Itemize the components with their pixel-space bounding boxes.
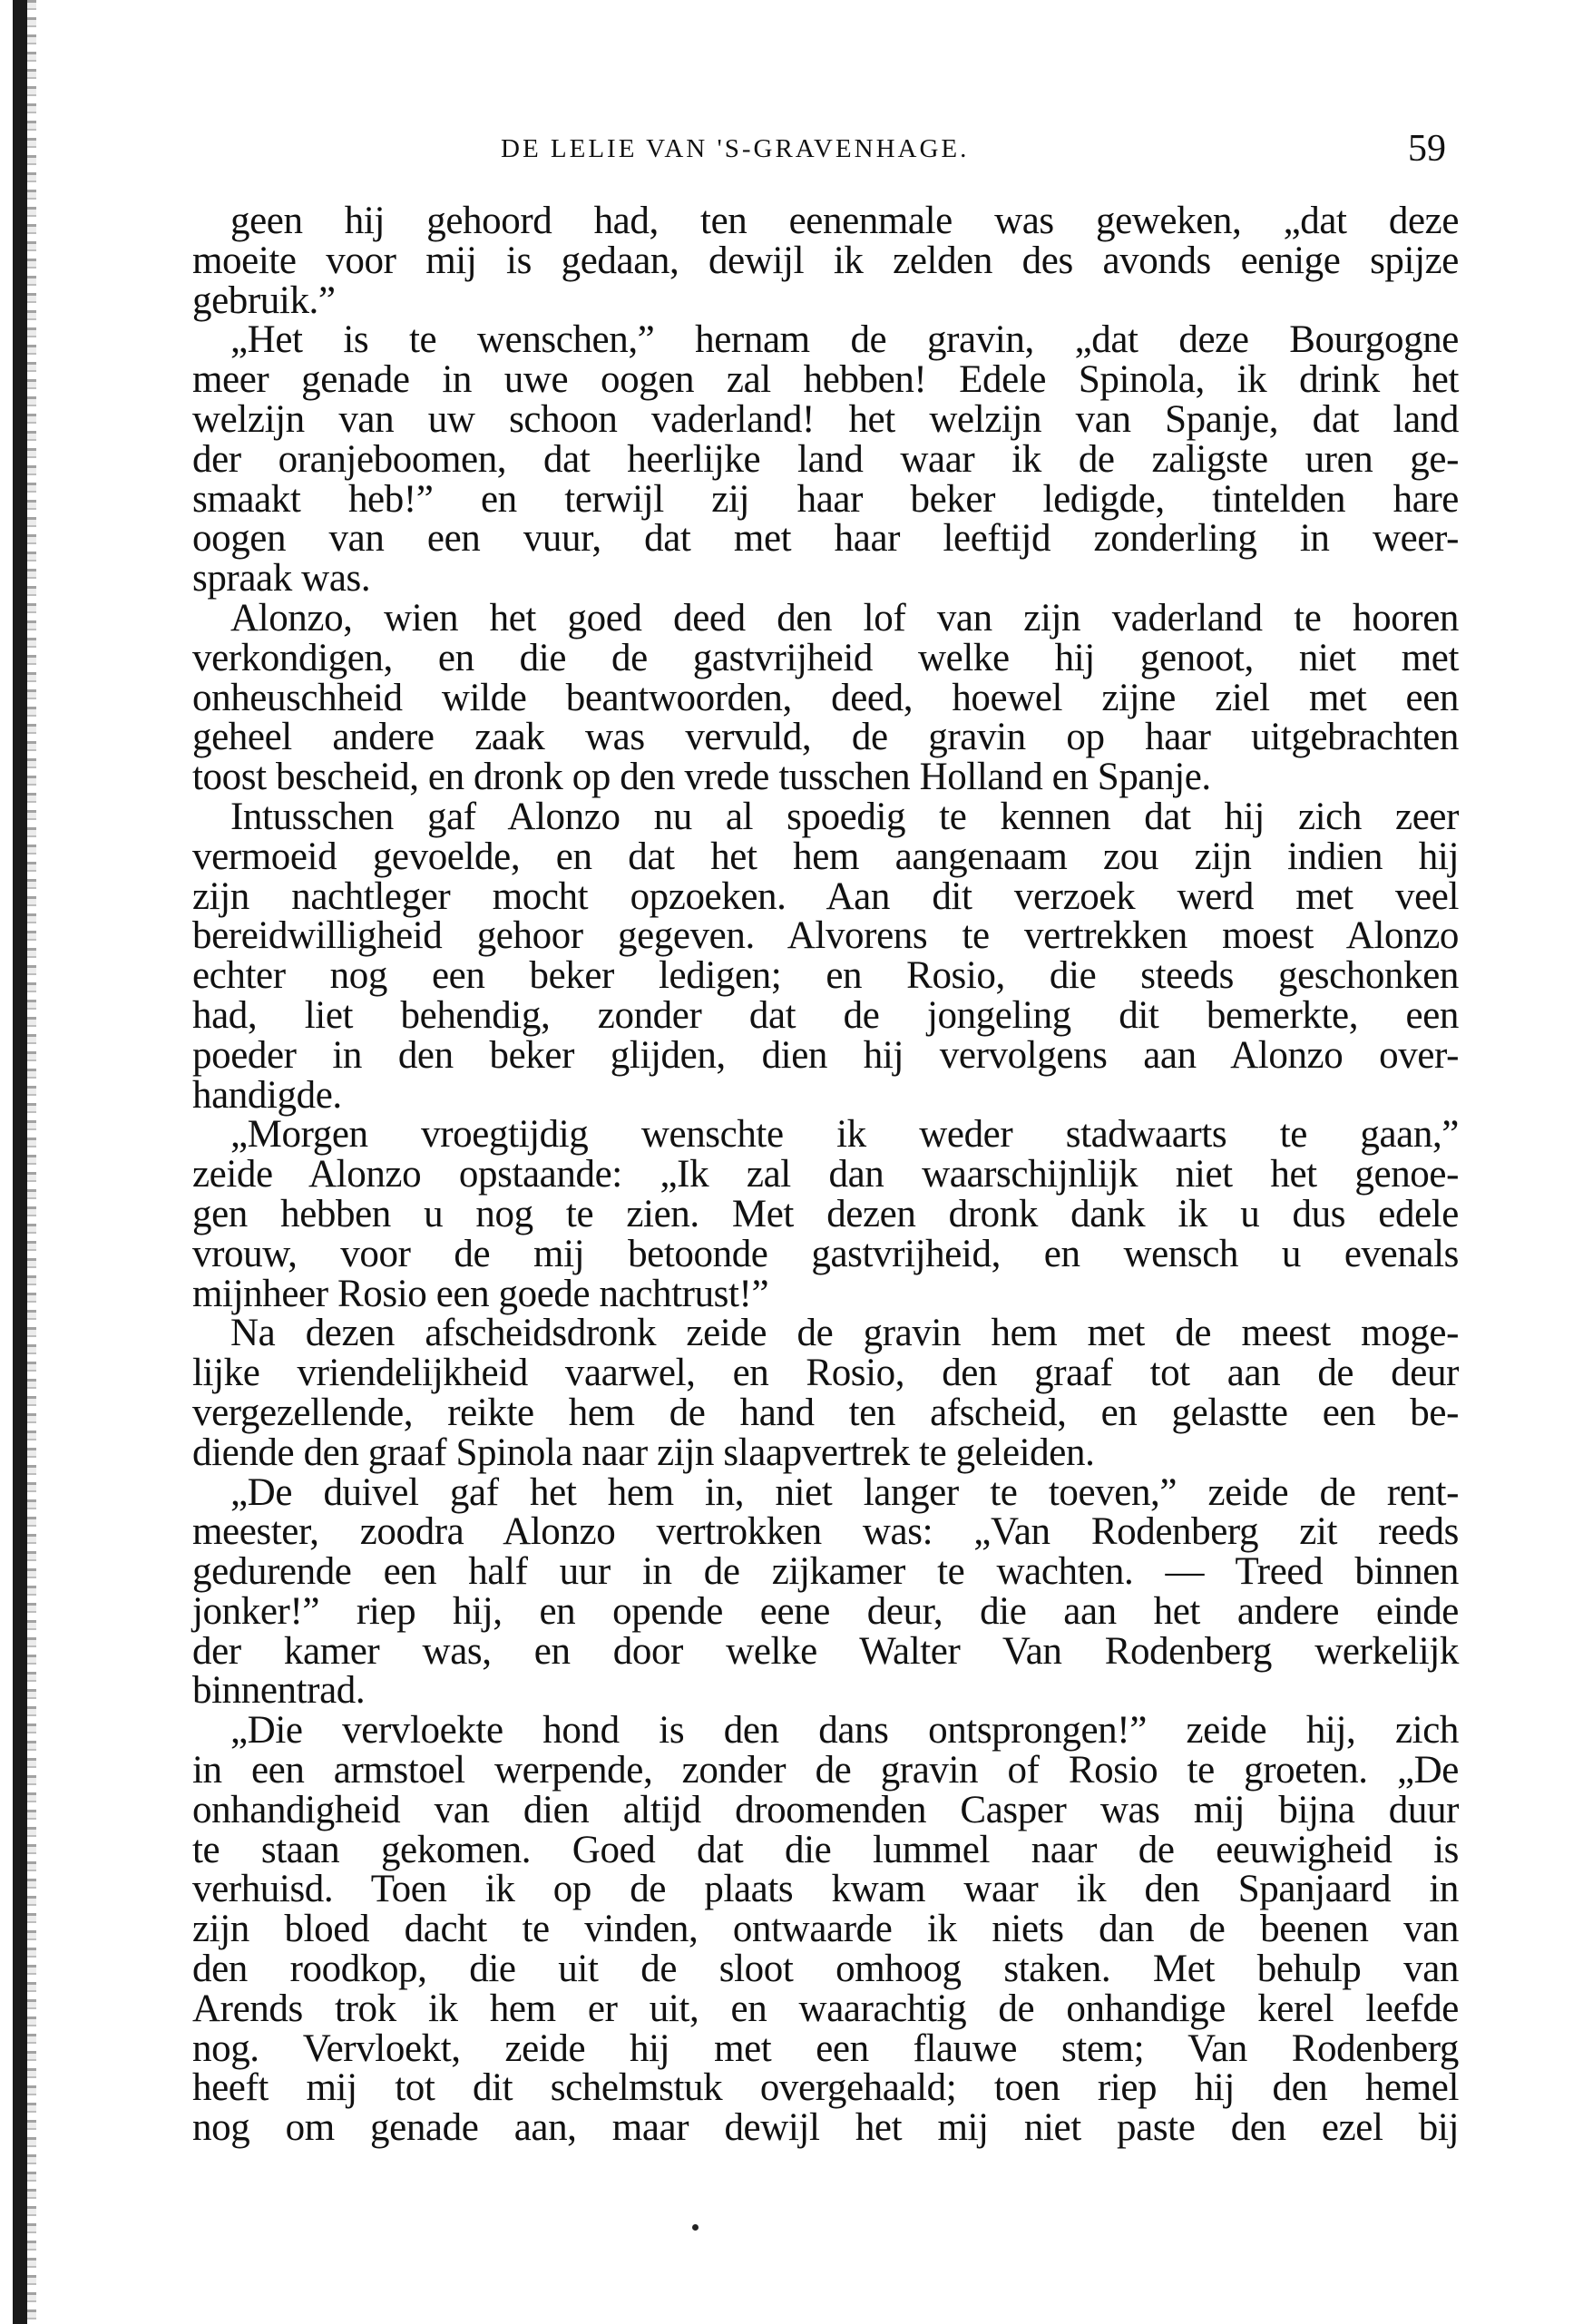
paragraph — [192, 596, 1459, 799]
text-line: der kamer was, en door welke Walter Van Rodenberg werkelijk — [192, 1629, 1459, 1673]
text-line: zijn nachtleger mocht opzoeken. Aan dit verzoek werd met veel — [192, 874, 1459, 918]
text-line: Na dezen afscheidsdronk zeide de gravin hem met de meest moge- — [230, 1312, 1459, 1355]
text-line: Arends trok ik hem er uit, en waarachtig de onhandige kerel leefde — [192, 1987, 1459, 2030]
text-line: nog om genade aan, maar dewijl het mij niet paste den ezel bij — [192, 2106, 1459, 2150]
paragraph — [192, 1115, 1459, 1313]
text-line: spraak was. — [192, 557, 371, 601]
running-title: DE LELIE VAN 'S-GRAVENHAGE. — [501, 134, 970, 163]
text-line: gebruik.” — [192, 278, 336, 322]
text-line: meester, zoodra Alonzo vertrokken was: „Van Rodenberg zit reeds — [192, 1510, 1459, 1554]
text-line: zeide Alonzo opstaande: „Ik zal dan waarschijnlijk niet het genoe- — [192, 1153, 1459, 1196]
text-line: gedurende een half uur in de zijkamer te wachten. — Treed binnen — [192, 1550, 1459, 1594]
text-line: onheuschheid wilde beantwoorden, deed, hoewel zijne ziel met een — [192, 676, 1459, 719]
text-line: lijke vriendelijkheid vaarwel, en Rosio, den graaf tot aan de deur — [192, 1352, 1459, 1395]
text-line: geen hij gehoord had, ten eenenmale was geweken, „dat deze — [230, 200, 1459, 242]
text-line: welzijn van uw schoon vaderland! het welzijn van Spanje, dat land — [192, 397, 1459, 441]
text-line: den roodkop, die uit de sloot omhoog staken. Met behulp van — [192, 1948, 1459, 1991]
text-line: vrouw, voor de mij betoonde gastvrijheid, en wensch u evenals — [192, 1232, 1459, 1275]
text-line: toost bescheid, en dronk op den vrede tusschen Holland en Spanje. — [192, 756, 1211, 799]
text-line: poeder in den beker glijden, dien hij vervolgens aan Alonzo over- — [192, 1033, 1459, 1077]
text-line: vermoeid gevoelde, en dat het hem aangenaam zou zijn indien hij — [192, 835, 1459, 878]
text-line: jonker!” riep hij, en opende eene deur, die aan het andere einde — [192, 1589, 1459, 1633]
scan-binding-edge — [13, 0, 27, 2324]
text-line: bereidwilligheid gehoor gegeven. Alvorens te vertrekken moest Alonzo — [192, 914, 1459, 958]
paragraph — [192, 201, 1459, 320]
paragraph — [192, 1711, 1459, 2148]
text-line: „Die vervloekte hond is den dans ontsprongen!” zeide hij, zich — [230, 1709, 1459, 1753]
text-line: onhandigheid van dien altijd droomenden Casper was mij bijna duur — [192, 1788, 1459, 1831]
text-line: verkondigen, en die de gastvrijheid welke hij genoot, niet met — [192, 636, 1459, 679]
ink-speck — [692, 2224, 699, 2231]
text-line: echter nog een beker ledigen; en Rosio, die steeds geschonken — [192, 954, 1459, 998]
text-line: te staan gekomen. Goed dat die lummel naar de eeuwigheid is — [192, 1828, 1459, 1871]
scan-binding-shadow — [27, 0, 36, 2324]
text-line: diende den graaf Spinola naar zijn slaapvertrek te geleiden. — [192, 1431, 1095, 1474]
text-line: verhuisd. Toen ik op de plaats kwam waar ik den Spanjaard in — [192, 1868, 1459, 1911]
text-line: geheel andere zaak was vervuld, de gravin op haar uitgebrachten — [192, 716, 1459, 759]
text-line: mijnheer Rosio een goede nachtrust!” — [192, 1272, 769, 1315]
text-line: „De duivel gaf het hem in, niet langer te toeven,” zeide de rent- — [230, 1470, 1459, 1514]
text-line: in een armstoel werpende, zonder de gravin of Rosio te groeten. „De — [192, 1749, 1459, 1792]
text-line: zijn bloed dacht te vinden, ontwaarde ik niets dan de beenen van — [192, 1908, 1459, 1951]
paragraph — [192, 320, 1459, 599]
text-line: had, liet behendig, zonder dat de jongeling dit bemerkte, een — [192, 993, 1459, 1037]
text-line: „Het is te wenschen,” hernam de gravin, „dat deze Bourgogne — [230, 318, 1459, 362]
text-line: „Morgen vroegtijdig wenschte ik weder stadwaarts te gaan,” — [230, 1113, 1459, 1157]
text-line: moeite voor mij is gedaan, dewijl ik zelden des avonds eenige spijze — [192, 239, 1459, 282]
text-line: gen hebben u nog te zien. Met dezen dronk dank ik u dus edele — [192, 1192, 1459, 1235]
paragraph — [192, 1470, 1459, 1713]
text-line: vergezellende, reikte hem de hand ten afscheid, en gelastte een be- — [192, 1391, 1459, 1434]
page-number: 59 — [1408, 128, 1446, 170]
paragraph — [192, 797, 1459, 1115]
text-line: binnentrad. — [192, 1669, 366, 1713]
text-line: Alonzo, wien het goed deed den lof van zijn vaderland te hooren — [230, 596, 1459, 640]
running-header — [192, 127, 1459, 169]
text-line: handigde. — [192, 1073, 342, 1117]
text-line: Intusschen gaf Alonzo nu al spoedig te kennen dat hij zich zeer — [230, 795, 1459, 838]
text-line: oogen van een vuur, dat met haar leeftijd zonderling in weer- — [192, 517, 1459, 561]
text-line: der oranjeboomen, dat heerlijke land waar ik de zaligste uren ge- — [192, 437, 1459, 481]
body-text — [192, 201, 1459, 2148]
paragraph — [192, 1313, 1459, 1472]
text-line: nog. Vervloekt, zeide hij met een flauwe stem; Van Rodenberg — [192, 2026, 1459, 2070]
text-line: heeft mij tot dit schelmstuk overgehaald; toen riep hij den hemel — [192, 2066, 1459, 2110]
text-line: smaakt heb!” en terwijl zij haar beker ledigde, tintelden hare — [192, 477, 1459, 521]
text-line: meer genade in uwe oogen zal hebben! Edele Spinola, ik drink het — [192, 358, 1459, 402]
